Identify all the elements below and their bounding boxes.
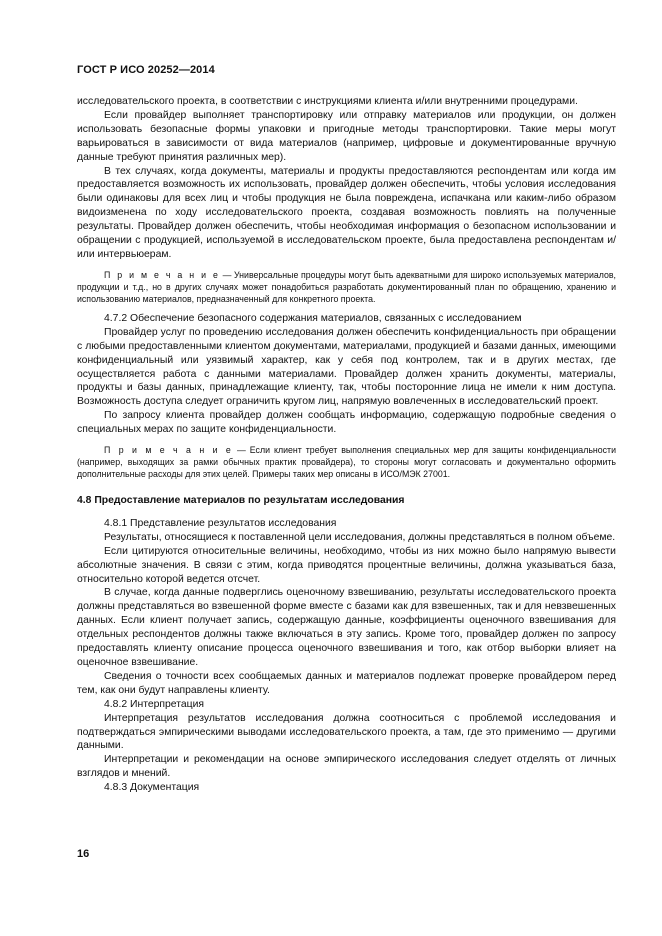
paragraph: Результаты, относящиеся к поставленной цели исследования, должны представляться в полном объеме.	[104, 531, 616, 543]
paragraph: В случае, когда данные подверглись оценочному взвешиванию, результаты исследовательского проекта должны представляться во взвешенной форме вместе с базами как для взвешенных, так и для невзвешенных данных. Если клиент получает запись, содержащую данные, коэффициенты оценочного взвешивания для отдельных респондентов должны также включаться в эту запись. Кроме того, провайдер должен по запросу предоставлять клиенту описание процесса оценочного взвешивания и того, как отбор выборки влияет на оценочное взвешивание.	[77, 587, 616, 668]
subsection-title: 4.8.3 Документация	[104, 782, 200, 794]
paragraph: Если провайдер выполняет транспортировку или отправку материалов или продукции, он должен использовать безопасные формы упаковки и пригодные методы транспортировки. Такие меры могут варьироваться в зависимости от вида материалов (например, цифровые и документированные вручную данные требуют принятия различных мер).	[77, 109, 616, 163]
note-text: — Универсальные процедуры могут быть адекватными для широко используемых материалов, продукции и т.д., но в других случаях может понадобиться разработать документированный план по обращению, хранению и использованию материалов, предназначенный для конкретного проекта.	[77, 269, 616, 304]
note	[77, 444, 616, 480]
paragraph: В тех случаях, когда документы, материалы и продукты предоставляются респондентам или когда им предоставляется возможность их использовать, провайдер должен обеспечить, чтобы условия исследования были одинаковы для всех лиц и чтобы продукция не была повреждена, испачкана или каким-либо образом видоизменена по ходу исследовательского проекта, создавая возможность повлиять на полученные результаты. Провайдер должен обеспечить, чтобы необходимая информация о безопасном использовании и обращении с продукцией, используемой в исследовательском проекте, была предоставлена респондентам и/или интервьюерам.	[77, 165, 616, 260]
page-number: 16	[77, 848, 90, 860]
note-text: — Если клиент требует выполнения специальных мер для защиты конфиденциальности (например, выходящих за рамки обычных практик провайдера), то стороны могут согласовать и документально оформить дополнительные расходы для этих целей. Примеры таких мер описаны в ИСО/МЭК 27001.	[77, 445, 616, 480]
subsection-title: 4.7.2 Обеспечение безопасного содержания материалов, связанных с исследованием	[104, 312, 522, 324]
note-label: П р и м е ч а н и е	[104, 269, 221, 280]
section-heading: 4.8 Предоставление материалов по результатам исследования	[77, 495, 405, 507]
document-body	[77, 95, 616, 795]
note-label: П р и м е ч а н и е	[104, 445, 233, 456]
paragraph: Провайдер услуг по проведению исследования должен обеспечить конфиденциальность при обращении с любыми предоставленными клиентом документами, материалами, продукцией и базами данных, имеющими конфиденциальный или уязвимый характер, как у себя под контролем, так и в других местах, где осуществляется работа с данными материалами. Провайдер должен хранить документы, материалы, продукты и базы данных, принадлежащие клиенту, так, чтобы посторонние лица не имели к ним доступа. Возможность доступа следует ограничить кругом лиц, напрямую вовлеченных в исследовательский проект.	[77, 326, 616, 408]
document-header: ГОСТ Р ИСО 20252—2014	[77, 64, 215, 76]
paragraph: Интерпретация результатов исследования должна соотноситься с проблемой исследования и подтверждаться эмпирическими выводами исследовательского проекта, а там, где это применимо — другими данными.	[77, 712, 616, 752]
paragraph: исследовательского проекта, в соответствии с инструкциями клиента и/или внутренними процедурами.	[77, 96, 578, 107]
paragraph: Сведения о точности всех сообщаемых данных и материалов подлежат проверке провайдером перед тем, как они будут направлены клиенту.	[77, 670, 616, 696]
paragraph: По запросу клиента провайдер должен сообщать информацию, содержащую подробные сведения о специальных мерах по защите конфиденциальности.	[77, 410, 616, 436]
subsection-title: 4.8.2 Интерпретация	[104, 698, 205, 710]
paragraph: Интерпретации и рекомендации на основе эмпирического исследования следует отделять от личных взглядов и мнений.	[77, 754, 616, 780]
subsection-title: 4.8.1 Представление результатов исследования	[104, 517, 337, 529]
note	[77, 269, 616, 305]
paragraph: Если цитируются относительные величины, необходимо, чтобы из них можно было напрямую вывести абсолютные значения. В связи с этим, когда приводятся процентные величины, должна указываться база, относительно которой ведется отсчет.	[77, 545, 616, 585]
